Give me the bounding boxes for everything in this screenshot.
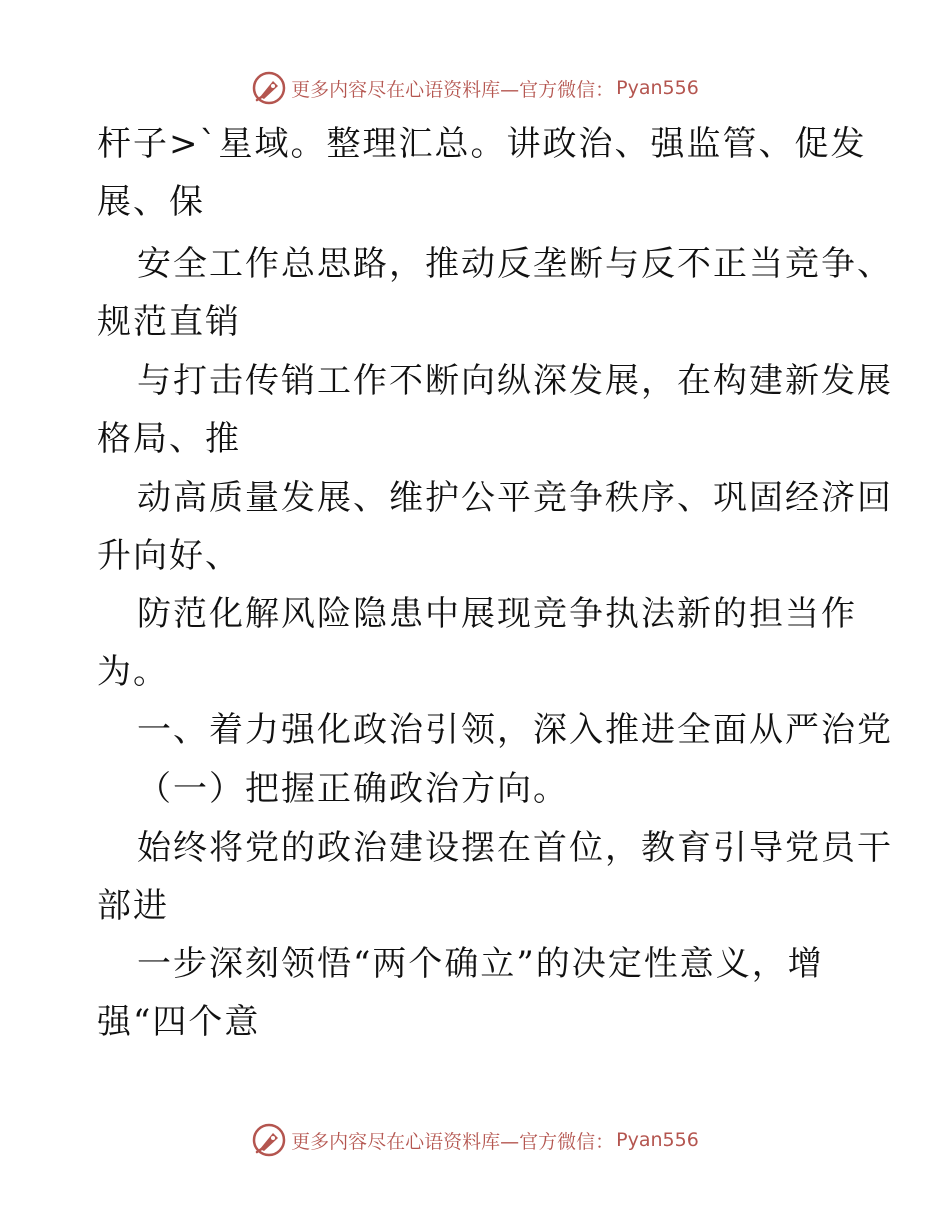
header-banner	[0, 68, 950, 108]
body-line-9: 防范化解风险隐患中展现竞争执法新的担当作	[137, 594, 857, 634]
body-line-16: 强“四个意	[97, 1002, 261, 1042]
body-line-13: 始终将党的政治建设摆在首位，教育引导党员干	[137, 828, 893, 868]
body-line-10: 为。	[97, 652, 169, 692]
pen-nib-logo-icon	[251, 1122, 287, 1158]
body-line-11: 一、着力强化政治引领，深入推进全面从严治党	[137, 710, 893, 750]
body-line-4: 规范直销	[97, 302, 241, 342]
body-line-3: 安全工作总思路，推动反垄断与反不正当竞争、	[137, 244, 893, 284]
body-line-14: 部进	[97, 886, 169, 926]
body-line-2: 展、保	[97, 182, 205, 222]
body-line-1: 杆子>`星域。整理汇总。讲政治、强监管、促发	[97, 124, 867, 164]
body-line-6: 格局、推	[97, 419, 241, 459]
body-line-5: 与打击传销工作不断向纵深发展，在构建新发展	[137, 361, 893, 401]
body-line-15: 一步深刻领悟“两个确立”的决定性意义，增	[137, 944, 824, 984]
body-line-12: （一）把握正确政治方向。	[137, 769, 569, 809]
pen-nib-logo-icon	[251, 70, 287, 106]
header-banner-text: 更多内容尽在心语资料库—官方微信：	[291, 78, 615, 101]
header-banner-wechat-id: Pyan556	[616, 77, 699, 99]
footer-banner	[0, 1120, 950, 1160]
body-line-8: 升向好、	[97, 536, 241, 576]
footer-banner-text: 更多内容尽在心语资料库—官方微信：	[291, 1130, 615, 1153]
footer-banner-wechat-id: Pyan556	[616, 1129, 699, 1151]
body-line-7: 动高质量发展、维护公平竞争秩序、巩固经济回	[137, 478, 893, 518]
